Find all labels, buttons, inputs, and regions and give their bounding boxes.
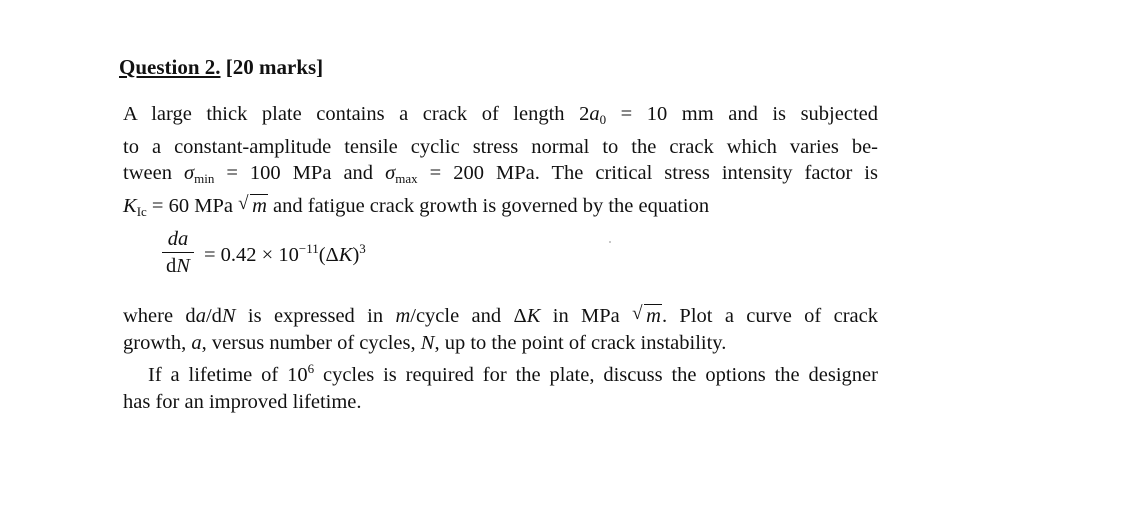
square-root <box>238 193 268 220</box>
text-run: is expressed in <box>235 305 396 327</box>
radical-sign-icon: √ <box>632 303 643 324</box>
question-number: Question 2. <box>119 55 221 79</box>
fraction-denominator <box>160 253 196 280</box>
subscript: min <box>194 171 215 186</box>
text-run: = 10 mm and is subjected <box>606 103 878 125</box>
text-run: d <box>166 255 177 277</box>
radicand: m <box>646 305 661 327</box>
variable-m: m <box>395 305 411 327</box>
text-run: = 60 MPa <box>146 194 239 217</box>
equation-right-side <box>204 241 366 267</box>
text-run: (Δ <box>318 244 339 266</box>
subscript: Ic <box>136 203 147 219</box>
task-line-4: has for an improved lifetime. <box>123 390 362 413</box>
text-run: . Plot a curve of crack <box>661 305 878 327</box>
text-run: where d <box>123 305 196 327</box>
task-line-1 <box>123 303 878 330</box>
subscript: 0 <box>599 112 607 127</box>
variable-n: N <box>221 305 236 327</box>
sigma-symbol: σ <box>385 162 396 184</box>
statement-line-4 <box>123 193 878 226</box>
variable-a: a <box>195 305 206 327</box>
text-run: in MPa <box>540 305 633 327</box>
derivative-fraction <box>160 227 196 280</box>
text-run: and fatigue crack growth is governed by the equation <box>267 194 710 217</box>
question-marks: [20 marks] <box>225 55 324 79</box>
text-run: A large thick plate contains a crack of length 2 <box>123 103 590 125</box>
task-line-3 <box>123 356 878 389</box>
question-heading <box>119 55 323 80</box>
exponent: 6 <box>307 361 315 376</box>
text-run: = 100 MPa and <box>214 162 386 184</box>
text-run: = 200 MPa. The critical stress intensity factor is <box>417 162 878 184</box>
statement-line-2: to a constant-amplitude tensile cyclic stress normal to the crack which varies be- <box>123 135 878 158</box>
square-root <box>632 303 662 330</box>
statement-line-1 <box>123 101 878 134</box>
variable-k: K <box>526 305 541 327</box>
variable-n: N <box>176 255 190 277</box>
statement-line-3 <box>123 160 878 193</box>
text-run: tween <box>123 162 184 184</box>
task-statement <box>123 303 878 415</box>
text-run: /cycle and Δ <box>410 305 527 327</box>
variable-a: a <box>589 103 600 125</box>
text-run: growth, <box>123 331 192 354</box>
radicand: m <box>252 194 267 217</box>
subscript: max <box>395 171 418 186</box>
radical-sign-icon: √ <box>238 192 249 214</box>
variable-n: N <box>420 331 435 354</box>
variable-a: a <box>191 331 202 354</box>
text-run: , up to the point of crack instability. <box>434 331 727 354</box>
exponent: 3 <box>359 241 366 256</box>
fraction-numerator: da <box>167 228 189 250</box>
exponent: −11 <box>298 241 319 256</box>
sigma-symbol: σ <box>183 162 195 184</box>
scan-speck <box>609 241 611 243</box>
text-run: = 0.42 × 10 <box>204 244 299 266</box>
problem-statement <box>123 101 878 225</box>
task-line-2 <box>123 330 878 357</box>
text-run: ) <box>352 244 360 266</box>
variable-k: K <box>338 244 353 266</box>
text-run: , versus number of cycles, <box>201 331 421 354</box>
text-run: If a lifetime of 10 <box>148 364 308 386</box>
text-run: cycles is required for the plate, discuss the options the designer <box>314 364 878 386</box>
text-run: /d <box>205 305 222 327</box>
variable-k: K <box>123 194 137 217</box>
